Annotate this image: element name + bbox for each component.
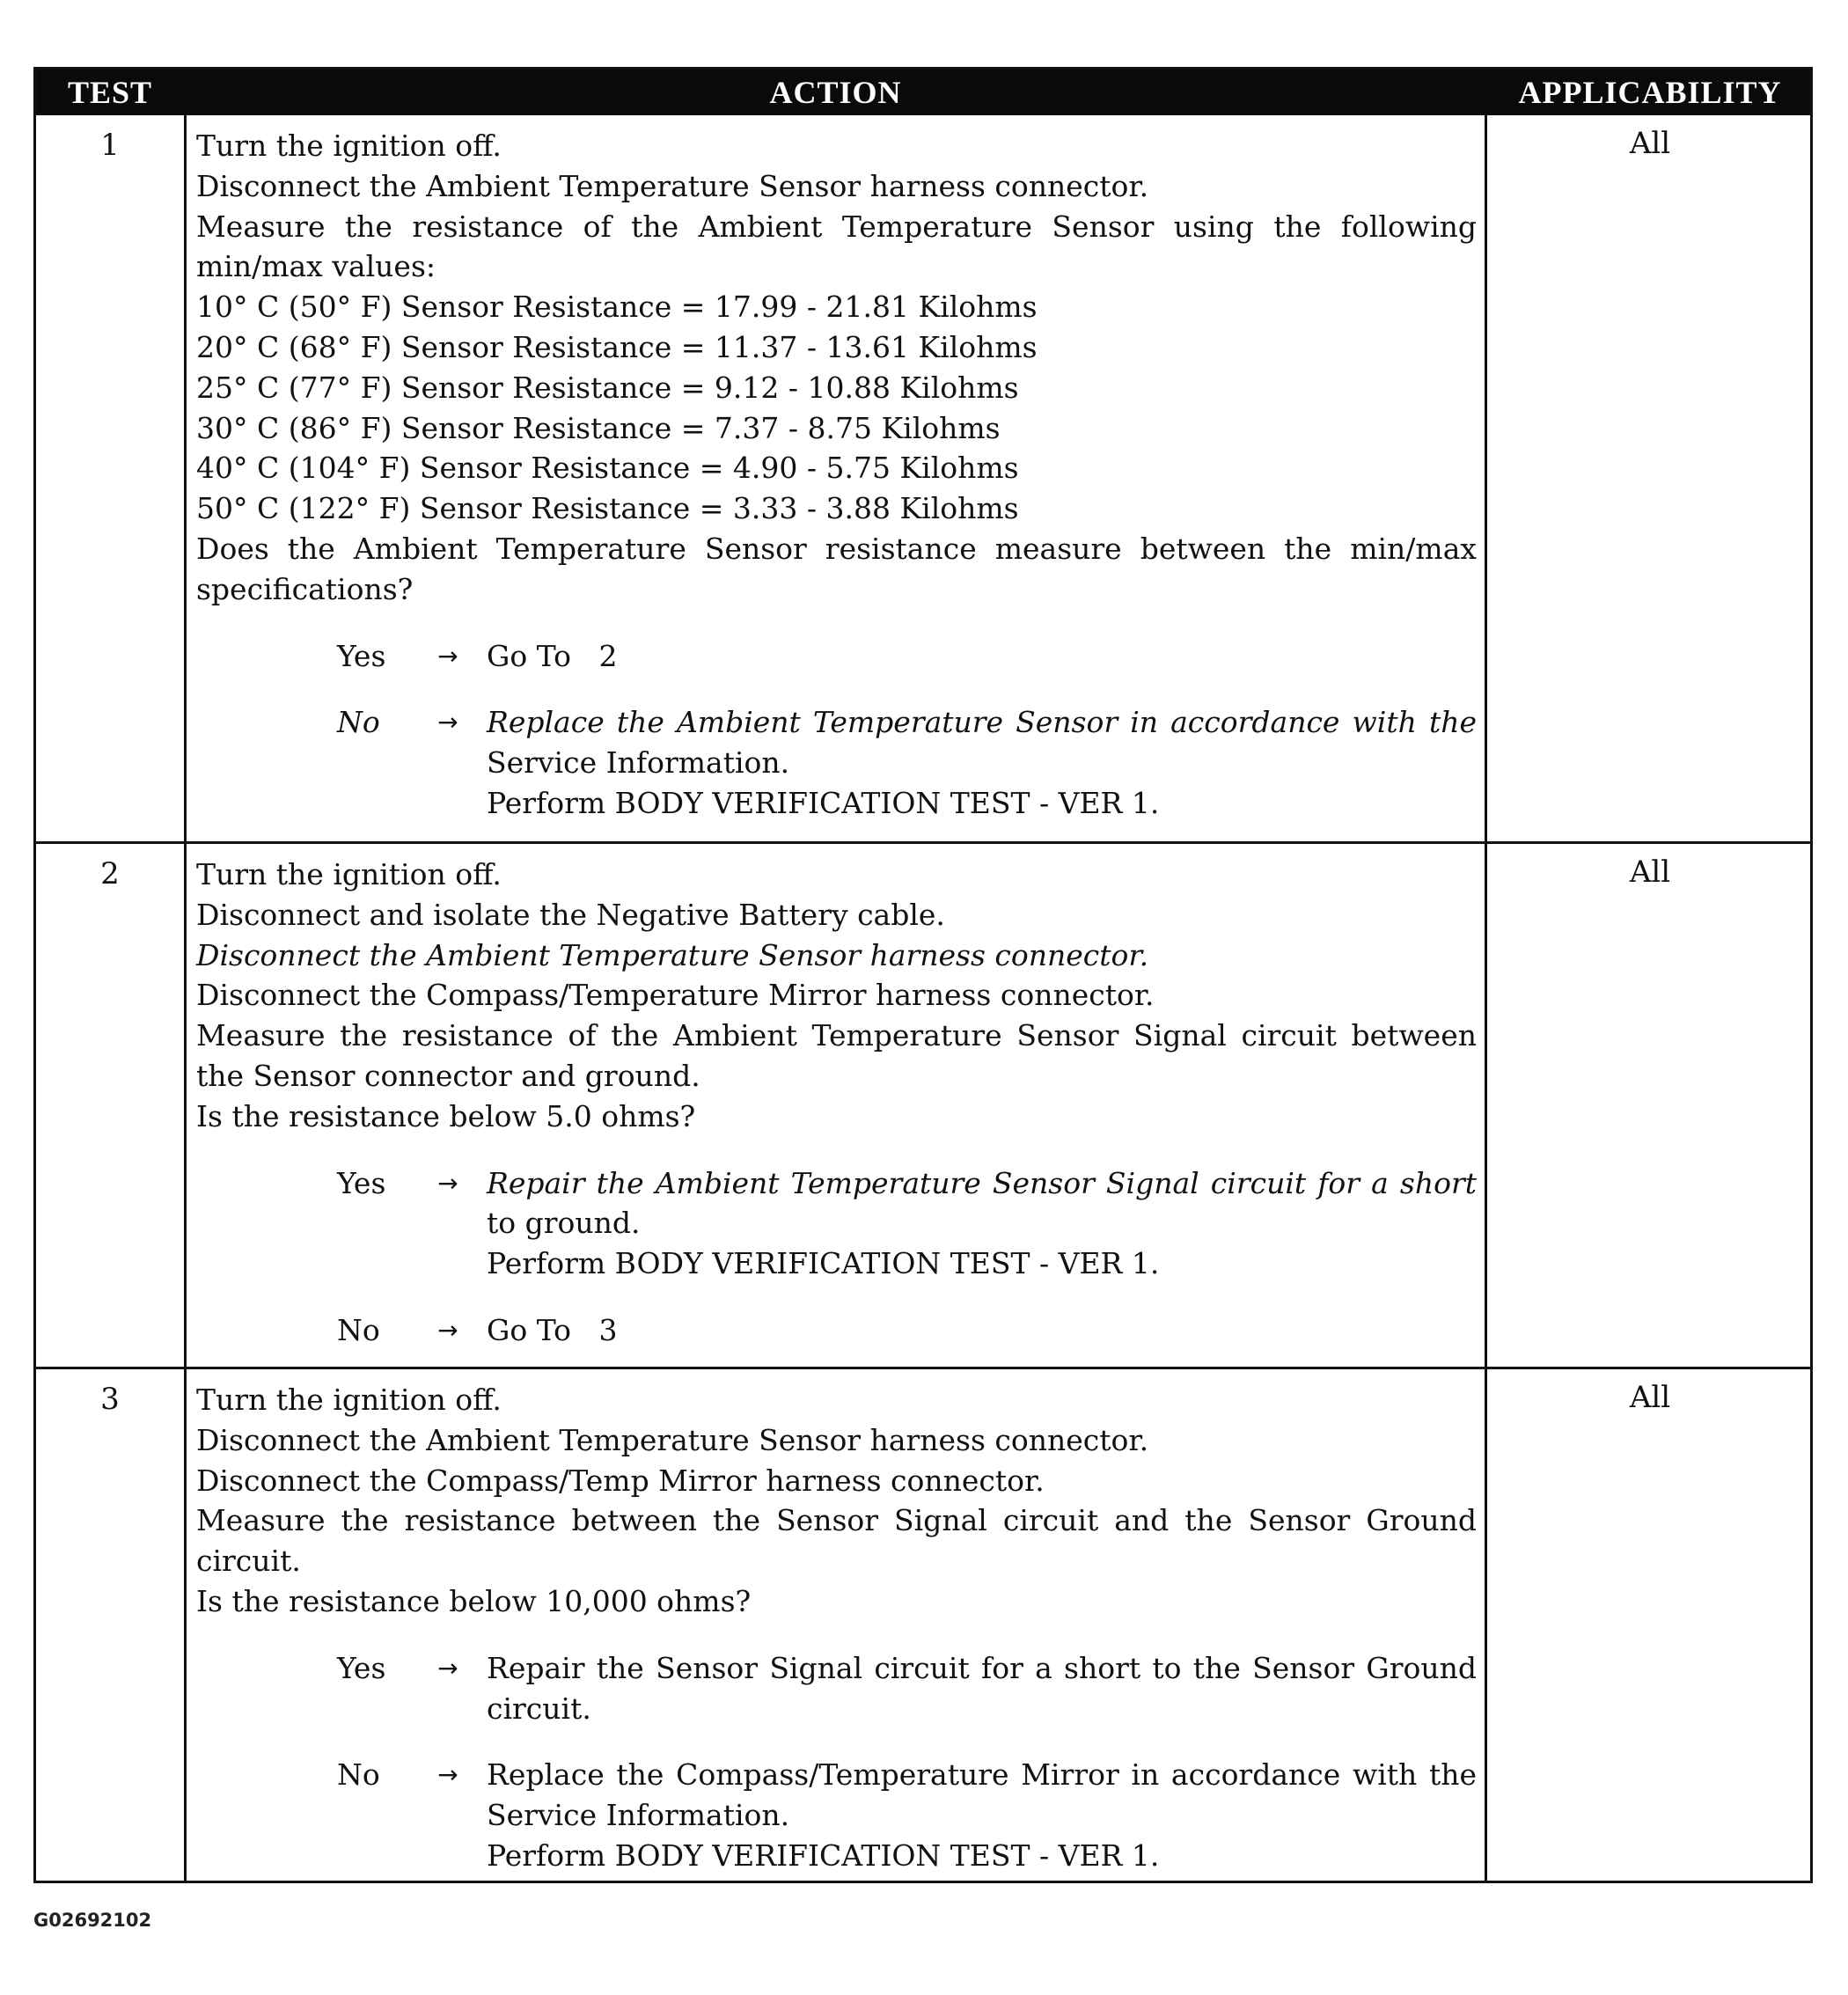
arrow-icon: → [437,1168,458,1198]
test-action [196,854,1477,1351]
action-line: Does the Ambient Temperature Sensor resistance measure between the min/max [196,531,1477,566]
response-line: Perform BODY VERIFICATION TEST - VER 1. [487,1246,1160,1281]
action-line: Disconnect and isolate the Negative Battery cable. [196,897,945,932]
no-response [337,702,1477,823]
response-line: to ground. [487,1206,641,1241]
action-line: Disconnect the Compass/Temp Mirror harness connector. [196,1463,1045,1498]
action-line: circuit. [196,1544,301,1579]
response-line: Replace the Ambient Temperature Sensor in accordance with the [487,705,1477,740]
test-action [196,126,1477,824]
no-response [337,1310,1477,1351]
resistance-spec-line: 10° C (50° F) Sensor Resistance = 17.99 - 21.81 Kilohms [196,290,1038,325]
response-line: Go To 2 [487,638,618,673]
yes-label: Yes [337,1165,386,1200]
arrow-icon: → [437,708,458,737]
resistance-spec-line: 25° C (77° F) Sensor Resistance = 9.12 - 10.88 Kilohms [196,370,1019,405]
response-line: Perform BODY VERIFICATION TEST - VER 1. [487,1837,1160,1873]
action-line: Is the resistance below 5.0 ohms? [196,1098,696,1133]
arrow-icon: → [437,1653,458,1683]
response-line: Repair the Ambient Temperature Sensor Signal circuit for a short [487,1165,1477,1200]
resistance-spec-line: 40° C (104° F) Sensor Resistance = 4.90 - 5.75 Kilohms [196,451,1019,486]
arrow-icon: → [437,1315,458,1345]
action-line: Is the resistance below 10,000 ohms? [196,1583,752,1618]
no-label: No [337,705,380,740]
test-applicability: All [1629,854,1671,890]
yes-label: Yes [337,638,386,673]
action-line: Disconnect the Compass/Temperature Mirror harness connector. [196,978,1155,1013]
test-number: 1 [100,128,120,163]
no-label: No [337,1312,380,1347]
no-response [337,1755,1477,1875]
table-header [36,70,1810,115]
test-applicability: All [1629,1380,1671,1415]
response-line: circuit. [487,1691,591,1726]
action-line: Turn the ignition off. [196,857,502,891]
no-label: No [337,1757,380,1793]
response-line: Go To 3 [487,1312,618,1347]
response-line: Service Information. [487,745,790,781]
resistance-spec-line: 50° C (122° F) Sensor Resistance = 3.33 - 3.88 Kilohms [196,491,1019,526]
yes-response [337,636,1477,677]
test-action [196,1380,1477,1876]
arrow-icon: → [437,1760,458,1790]
response-line: Service Information. [487,1798,790,1833]
action-line: Disconnect the Ambient Temperature Sensor harness connector. [196,937,1149,972]
action-line: Disconnect the Ambient Temperature Sensor harness connector. [196,1422,1149,1457]
response-line: Replace the Compass/Temperature Mirror in accordance with the [487,1757,1477,1793]
arrow-icon: → [437,641,458,671]
figure-code: G02692102 [33,1910,152,1931]
header-test: TEST [67,75,153,110]
action-line: Measure the resistance of the Ambient Temperature Sensor Signal circuit between [196,1018,1477,1053]
diagnostic-table [33,67,1813,1883]
yes-response [337,1648,1477,1729]
action-line: min/max values: [196,249,436,284]
resistance-spec-line: 20° C (68° F) Sensor Resistance = 11.37 - 13.61 Kilohms [196,329,1038,364]
test-row-1 [36,115,1810,841]
action-line: Turn the ignition off. [196,1383,502,1417]
test-number: 2 [100,856,120,891]
test-number: 3 [100,1382,120,1417]
yes-label: Yes [337,1650,386,1685]
test-applicability: All [1629,126,1671,161]
test-row-2 [36,844,1810,1367]
action-line: Turn the ignition off. [196,128,502,163]
header-action: ACTION [769,75,902,110]
action-line: specifications? [196,571,414,606]
action-line: Measure the resistance between the Sensor Signal circuit and the Sensor Ground [196,1503,1477,1538]
resistance-spec-line: 30° C (86° F) Sensor Resistance = 7.37 - 8.75 Kilohms [196,410,1001,445]
test-row-3 [36,1369,1810,1881]
header-applicability: APPLICABILITY [1518,75,1782,110]
yes-response [337,1163,1477,1284]
action-line: Disconnect the Ambient Temperature Sensor harness connector. [196,168,1149,203]
action-line: the Sensor connector and ground. [196,1058,700,1093]
action-line: Measure the resistance of the Ambient Temperature Sensor using the following [196,209,1477,244]
response-line: Repair the Sensor Signal circuit for a short to the Sensor Ground [487,1650,1477,1685]
response-line: Perform BODY VERIFICATION TEST - VER 1. [487,785,1160,820]
